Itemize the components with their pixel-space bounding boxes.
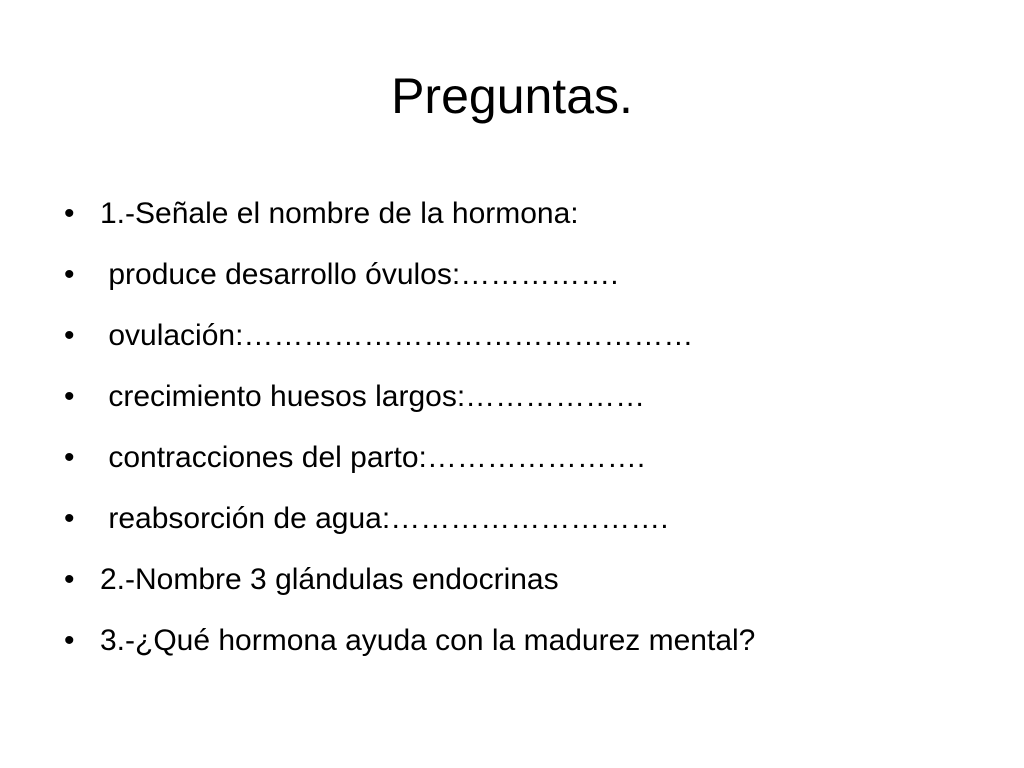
question-prompt: ovulación:……………………………………… [100,319,694,352]
list-item [60,314,1000,375]
list-item [60,192,1000,253]
list-item [60,558,1000,619]
bullet-icon: • [64,197,75,230]
bullet-icon: • [64,319,75,352]
bullet-icon: • [64,258,75,291]
bullet-icon: • [64,624,75,657]
question-heading: 1.-Señale el nombre de la hormona: [100,197,579,230]
bullet-icon: • [64,441,75,474]
question-prompt: produce desarrollo óvulos:……………. [100,258,619,291]
bullet-icon: • [64,563,75,596]
list-item [60,619,1000,680]
bullet-icon: • [64,380,75,413]
question-prompt: contracciones del parto:…………………. [100,441,646,474]
question-prompt: crecimiento huesos largos:……………… [100,380,646,413]
list-item [60,253,1000,314]
list-item [60,375,1000,436]
question-heading: 2.-Nombre 3 glándulas endocrinas [100,563,559,596]
question-heading: 3.-¿Qué hormona ayuda con la madurez mental? [100,624,756,657]
bullet-icon: • [64,502,75,535]
list-item [60,497,1000,558]
question-prompt: reabsorción de agua:………………………. [100,502,669,535]
question-list [60,192,1000,680]
list-item [60,436,1000,497]
slide-title: Preguntas. [391,68,633,124]
